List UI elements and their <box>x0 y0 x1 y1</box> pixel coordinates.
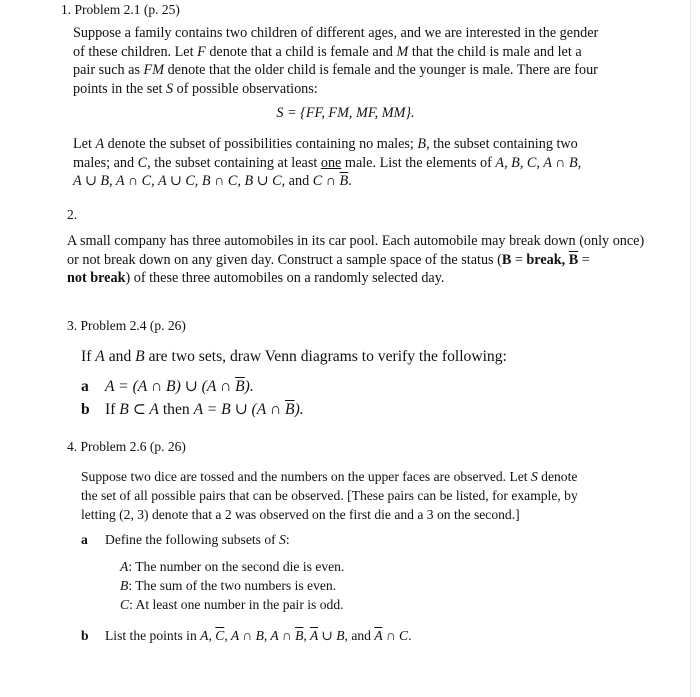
subset-c-definition: C: At least one number in the pair is odd. <box>120 597 344 612</box>
problem-3-intro: If A and B are two sets, draw Venn diagrams to verify the following: <box>81 348 507 365</box>
subset-a-definition: A: The number on the second die is even. <box>120 559 345 574</box>
problem-1-intro-line-2: of these children. Let F denote that a child is female and M that the child is male and let a <box>73 43 582 60</box>
problem-4-intro-line-2: the set of all possible pairs that can be observed. [These pairs can be listed, for example, by <box>81 488 578 503</box>
problem-3-heading: 3. Problem 2.4 (p. 26) <box>67 318 186 333</box>
problem-1-set-equation: S = {FF, FM, MF, MM}. <box>276 105 415 121</box>
problem-1-question <box>73 135 633 191</box>
problem-1-heading: 1. Problem 2.1 (p. 25) <box>61 2 180 17</box>
problem-4-item-b: b List the points in A, $\overline{C}$, A ∩ B, A ∩ $\overline{B}$, $\overline{A}$ ∪ B, and $\overline{A}$ ∩ C. <box>81 628 412 643</box>
subset-b-definition: B: The sum of the two numbers is even. <box>120 578 337 593</box>
problem-1-question-line-3: A ∪ B, A ∩ C, A ∪ C, B ∩ C, B ∪ C, and C ∩ $\overline{B}$. <box>73 173 352 189</box>
problem-1-intro-line-1: Suppose a family contains two children of different ages, and we are interested in the gender <box>73 25 599 41</box>
problem-4-heading: 4. Problem 2.6 (p. 26) <box>67 439 186 454</box>
problem-3-item-a: a A = (A ∩ B) ∪ (A ∩ $\overline{B}$). <box>81 378 254 395</box>
problem-4-intro-line-1: Suppose two dice are tossed and the numbers on the upper faces are observed. Let S denote <box>81 469 578 484</box>
problem-4-intro <box>81 467 641 524</box>
problem-2-line-3: not break) of these three automobiles on a randomly selected day. <box>67 270 445 286</box>
problem-1-question-line-2: males; and C, the subset containing at least one male. List the elements of A, B, C, A ∩ B, <box>73 154 582 171</box>
problem-2-heading: 2. <box>67 207 78 222</box>
problem-2-line-1: A small company has three automobiles in its car pool. Each automobile may break down (only once) <box>67 233 645 249</box>
page-edge-divider <box>690 0 691 697</box>
problem-1-intro <box>73 24 633 98</box>
problem-1-intro-line-3: pair such as FM denote that the older child is female and the younger is male. There are four <box>73 62 598 78</box>
problem-4-intro-line-3: letting (2, 3) denote that a 2 was observed on the first die and a 3 on the second.] <box>81 507 520 522</box>
problem-2-text <box>67 232 667 288</box>
problem-3-item-b: b If B ⊂ A then A = B ∪ (A ∩ $\overline{B}$). <box>81 401 304 418</box>
problem-2-line-2: or not break down on any given day. Construct a sample space of the status (B = break, $\overline{B}$ = <box>67 251 590 268</box>
problem-1-question-line-1: Let A denote the subset of possibilities containing no males; B, the subset containing two <box>73 136 578 152</box>
problem-4-item-a: a Define the following subsets of S: <box>81 532 290 547</box>
problem-1-intro-line-4: points in the set S of possible observations: <box>73 80 318 97</box>
problem-4-subsets <box>120 557 620 614</box>
